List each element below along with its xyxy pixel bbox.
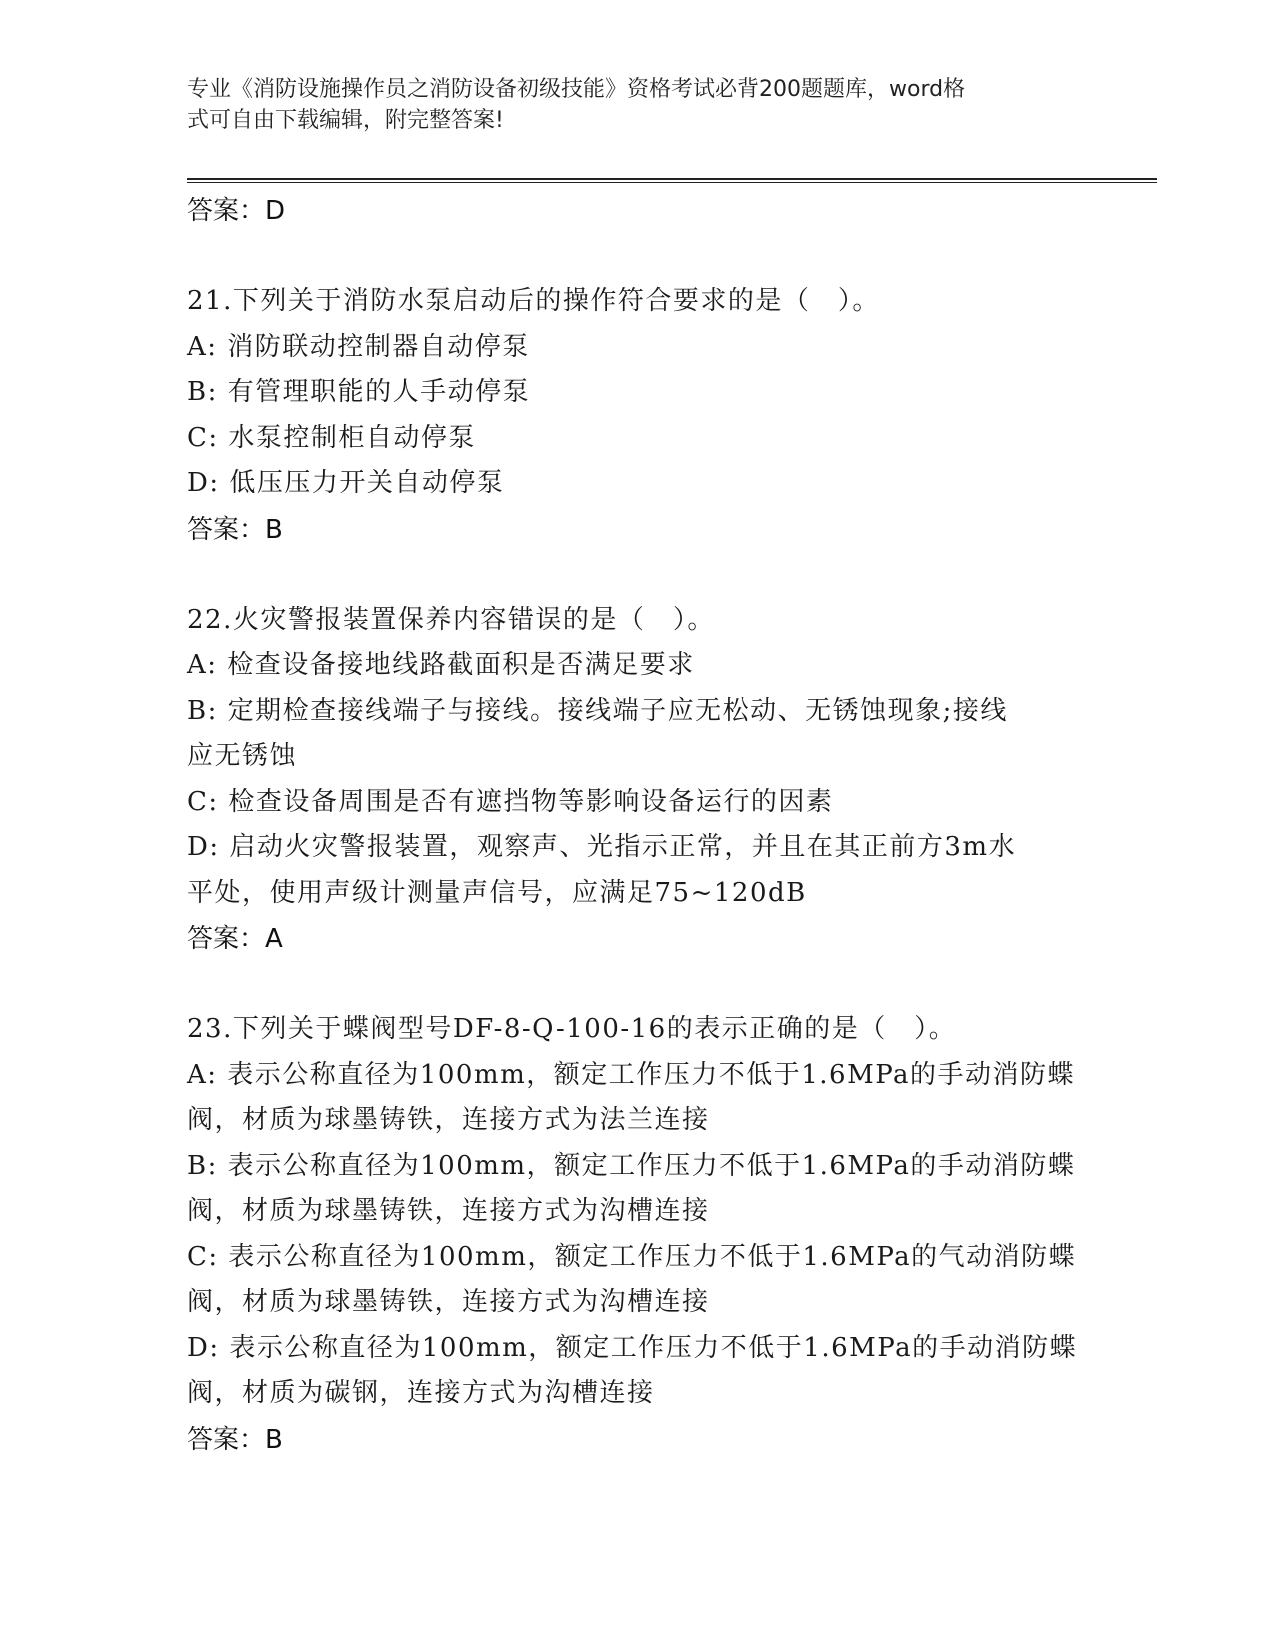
answer-option: D: 表示公称直径为100mm，额定工作压力不低于1.6MPa的手动消防蝶 [187,1332,1078,1363]
answer-option: B: 有管理职能的人手动停泵 [187,377,531,407]
answer-option: 阀，材质为球墨铸铁，连接方式为沟槽连接 [187,1287,710,1317]
question-block [187,1007,1087,1463]
answer-option: C: 检查设备周围是否有遮挡物等影响设备运行的因素 [187,786,834,817]
answer-option: A: 表示公称直径为100mm，额定工作压力不低于1.6MPa的手动消防蝶 [187,1059,1076,1090]
answer-option: A: 消防联动控制器自动停泵 [187,331,530,362]
answer-key: 答案：B [187,514,283,545]
answer-option: C: 水泵控制柜自动停泵 [187,422,476,453]
header-divider [187,178,1157,183]
answer-option: C: 表示公称直径为100mm，额定工作压力不低于1.6MPa的气动消防蝶 [187,1241,1077,1272]
page-header [187,74,1087,136]
answer-option: B: 定期检查接线端子与接线。接线端子应无松动、无锈蚀现象;接线 [187,695,1008,726]
answer-option: 阀，材质为碳钢，连接方式为沟槽连接 [187,1378,655,1408]
answer-option: A: 检查设备接地线路截面积是否满足要求 [187,650,695,680]
answer-option: 平处，使用声级计测量声信号，应满足75~120dB [187,877,807,908]
answer-option: 阀，材质为球墨铸铁，连接方式为法兰连接 [187,1105,710,1135]
spacer [187,962,1087,1007]
answer-option: 阀，材质为球墨铸铁，连接方式为沟槽连接 [187,1196,710,1226]
header-line-2: 式可自由下载编辑，附完整答案! [187,108,504,133]
header-line-1: 专业《消防设施操作员之消防设备初级技能》资格考试必背200题题库，word格 [187,77,966,102]
answer-option: D: 启动火灾警报装置，观察声、光指示正常，并且在其正前方3m水 [187,832,1017,862]
previous-answer: 答案：D [187,196,286,226]
answer-option: 应无锈蚀 [187,741,298,771]
answer-option: B: 表示公称直径为100mm，额定工作压力不低于1.6MPa的手动消防蝶 [187,1150,1076,1181]
answer-key: 答案：A [187,924,283,954]
question-stem: 22.火灾警报装置保养内容错误的是（ ）。 [187,604,715,635]
question-block [187,279,1087,553]
question-stem: 23.下列关于蝶阀型号DF-8-Q-100-16的表示正确的是（ ）。 [187,1014,957,1044]
question-list [187,188,1087,1463]
spacer [187,234,1087,279]
answer-key: 答案：B [187,1424,283,1455]
answer-option: D: 低压压力开关自动停泵 [187,468,505,498]
question-block [187,598,1087,963]
spacer [187,553,1087,598]
question-stem: 21.下列关于消防水泵启动后的操作符合要求的是（ ）。 [187,286,880,316]
